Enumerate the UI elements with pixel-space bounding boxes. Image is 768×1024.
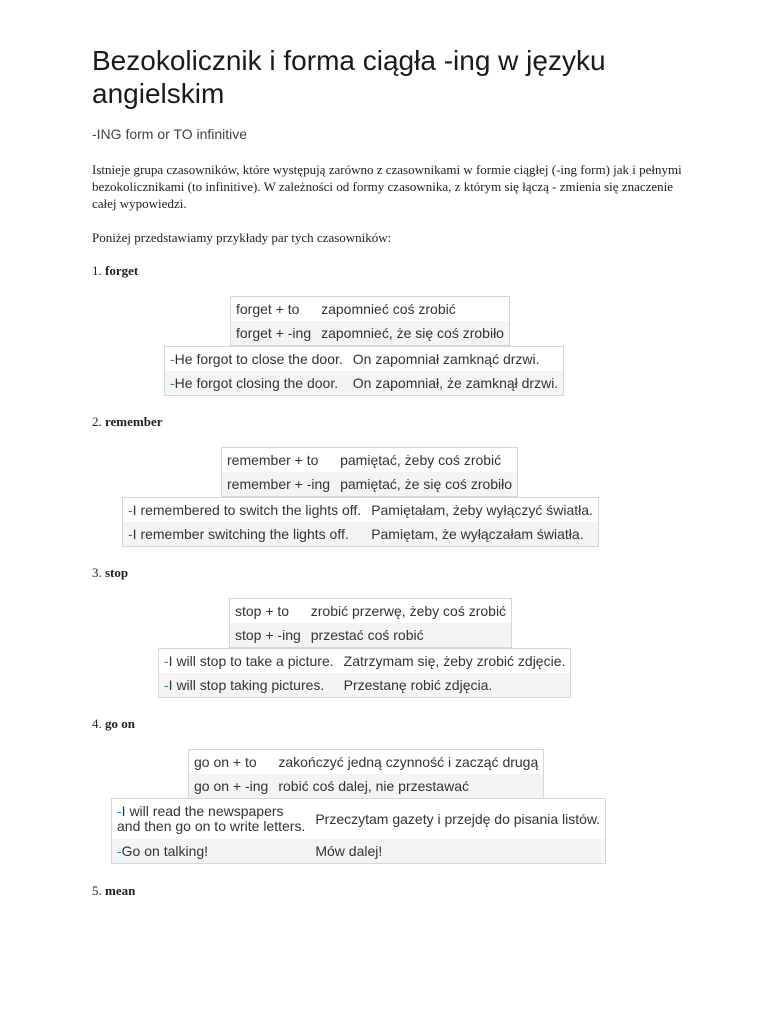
dash-marker: - [170, 375, 175, 391]
dash-marker: - [117, 843, 122, 859]
table-row [123, 522, 599, 547]
translation-cell: Pamiętałam, żeby wyłączyć światła. [366, 498, 598, 523]
example-sentence: -He forgot closing the door. [165, 371, 348, 396]
example-sentence: -He forgot to close the door. [165, 347, 348, 372]
meaning-cell: zapomnieć coś zrobić [316, 297, 509, 322]
example-sentence: -I will stop to take a picture. [159, 649, 339, 674]
meaning-cell: pamiętać, żeby coś zrobić [335, 448, 517, 473]
example-sentence: -I remember switching the lights off. [123, 522, 367, 547]
section-verb: stop [105, 565, 129, 580]
translation-cell: Zatrzymam się, żeby zrobić zdjęcie. [339, 649, 571, 674]
dash-marker: - [117, 803, 122, 819]
lead-paragraph: Poniżej przedstawiamy przykłady par tych czasowników: [92, 230, 392, 245]
meaning-cell: pamiętać, że się coś zrobiło [335, 472, 517, 497]
meaning-cell: zapomnieć, że się coś zrobiło [316, 321, 509, 346]
meaning-cell: robić coś dalej, nie przestawać [273, 774, 543, 799]
meaning-cell: przestać coś robić [306, 623, 512, 648]
table-row [189, 774, 544, 799]
examples-table-go-on [111, 798, 606, 864]
table-row [230, 623, 512, 648]
table-row [189, 750, 544, 775]
table-row [159, 673, 571, 698]
translation-cell: Przeczytam gazety i przejdę do pisania listów. [310, 799, 605, 840]
examples-table-stop [158, 648, 571, 698]
section-verb: forget [105, 263, 139, 278]
translation-cell: On zapomniał, że zamknął drzwi. [348, 371, 564, 396]
page-title: Bezokolicznik i forma ciągła -ing w języku angielskim [92, 45, 606, 109]
section-number: 3. [92, 565, 102, 580]
table-row [231, 321, 510, 346]
example-sentence: -I will stop taking pictures. [159, 673, 339, 698]
form-cell: stop + -ing [230, 623, 306, 648]
section-number: 4. [92, 716, 102, 731]
dash-marker: - [164, 677, 169, 693]
form-cell: go on + -ing [189, 774, 274, 799]
table-row [112, 839, 606, 864]
table-row [222, 448, 518, 473]
form-cell: remember + -ing [222, 472, 336, 497]
example-sentence: -I will read the newspapers and then go on to write letters. [112, 799, 311, 840]
section-heading-forget [92, 263, 138, 279]
form-cell: go on + to [189, 750, 274, 775]
section-heading-stop [92, 565, 128, 581]
section-heading-remember [92, 414, 163, 430]
dash-marker: - [170, 351, 175, 367]
table-row [165, 347, 564, 372]
forms-table-remember [221, 447, 518, 497]
section-number: 1. [92, 263, 102, 278]
intro-paragraph: Istnieje grupa czasowników, które występują zarówno z czasownikami w formie ciągłej (-ing form) jak i pełnymi bezokolicznikami (to infinitive). W zależności od formy czasownika, z którym się łączą - zmienia się znaczenie całej wypowiedzi. [92, 162, 682, 211]
table-row [159, 649, 571, 674]
translation-cell: Pamiętam, że wyłączałam światła. [366, 522, 598, 547]
section-verb: go on [105, 716, 135, 731]
meaning-cell: zrobić przerwę, żeby coś zrobić [306, 599, 512, 624]
section-heading-mean [92, 883, 135, 899]
table-row [231, 297, 510, 322]
table-row [165, 371, 564, 396]
form-cell: forget + to [231, 297, 317, 322]
translation-cell: Mów dalej! [310, 839, 605, 864]
forms-table-stop [229, 598, 512, 648]
page-subtitle: -ING form or TO infinitive [92, 126, 248, 142]
forms-table-forget [230, 296, 510, 346]
table-row [123, 498, 599, 523]
section-heading-go-on [92, 716, 135, 732]
section-verb: remember [105, 414, 163, 429]
dash-marker: - [128, 526, 133, 542]
form-cell: remember + to [222, 448, 336, 473]
example-sentence: -I remembered to switch the lights off. [123, 498, 367, 523]
form-cell: stop + to [230, 599, 306, 624]
forms-table-go-on [188, 749, 544, 799]
examples-table-forget [164, 346, 564, 396]
translation-cell: On zapomniał zamknąć drzwi. [348, 347, 564, 372]
examples-table-remember [122, 497, 599, 547]
translation-cell: Przestanę robić zdjęcia. [339, 673, 571, 698]
example-sentence: -Go on talking! [112, 839, 311, 864]
section-verb: mean [105, 883, 136, 898]
table-row [222, 472, 518, 497]
section-number: 5. [92, 883, 102, 898]
dash-marker: - [128, 502, 133, 518]
section-number: 2. [92, 414, 102, 429]
table-row [112, 799, 606, 840]
dash-marker: - [164, 653, 169, 669]
table-row [230, 599, 512, 624]
form-cell: forget + -ing [231, 321, 317, 346]
meaning-cell: zakończyć jedną czynność i zacząć drugą [273, 750, 543, 775]
